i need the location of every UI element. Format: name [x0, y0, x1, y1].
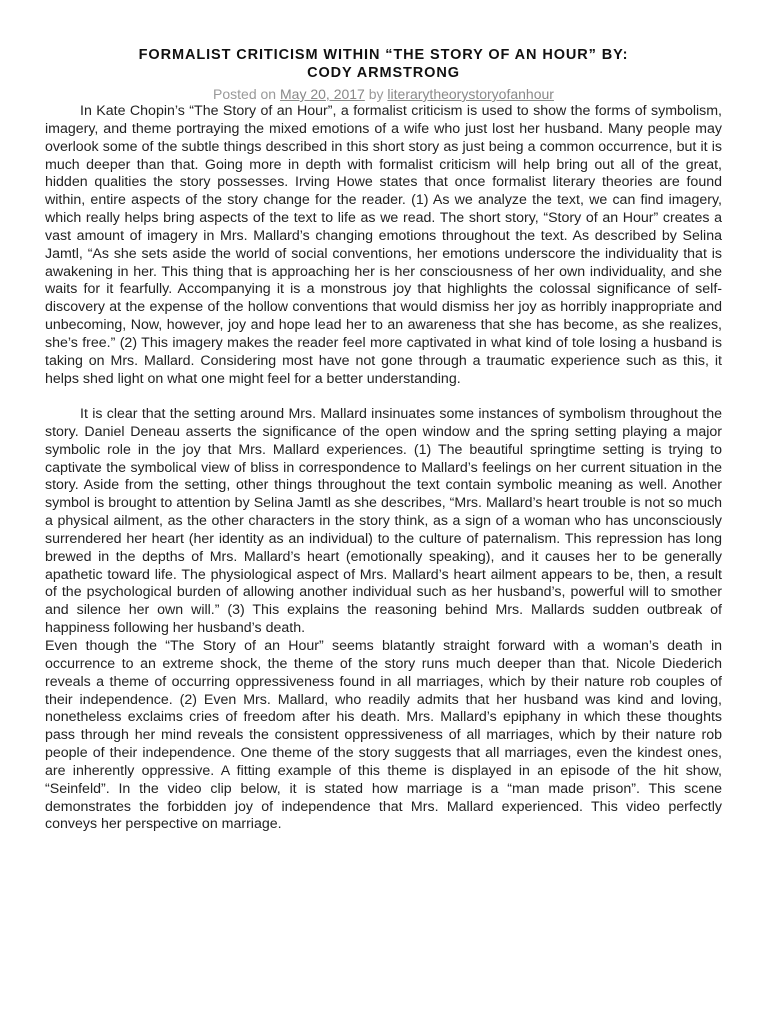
article: [45, 46, 722, 834]
article-title-line-1: FORMALIST CRITICISM WITHIN “THE STORY OF AN HOUR” BY:: [138, 47, 629, 63]
post-meta: [45, 85, 722, 103]
author-link[interactable]: literarytheorystoryofanhour: [387, 86, 554, 102]
paragraph-2: It is clear that the setting around Mrs. Mallard insinuates some instances of symbolism throughout the story. Daniel Deneau asserts the significance of the open window and the spring setting playing a major symbolic role in the joy that Mrs. Mallard experiences. (1) The beautiful springtime setting is trying to captivate the symbolical view of bliss in correspondence to Mallard’s feelings on her current situation in the story. Aside from the setting, other things throughout the text contain symbolic meaning as well. Another symbol is brought to attention by Selina Jamtl as she describes, “Mrs. Mallard’s heart trouble is not so much a physical ailment, as the other characters in the story think, as a sign of a woman who has unconsciously surrendered her heart (her identity as an individual) to the culture of paternalism. This repression has long brewed in the depths of Mrs. Mallard’s heart (emotionally speaking), and it causes her to be generally apathetic toward life. The physiological aspect of Mrs. Mallard’s heart ailment appears to be, then, a result of the psychological burden of allowing another individual such as her husband’s, powerful will to smother and silence her own will.” (3) This explains the reasoning behind Mrs. Mallards sudden outbreak of happiness following her husband’s death.: [45, 406, 722, 637]
paragraph-3: Even though the “The Story of an Hour” seems blatantly straight forward with a woman’s death in occurrence to an extreme shock, the theme of the story runs much deeper than that. Nicole Diederich reveals a theme of occurring oppressiveness found in all marriages, which by their nature rob couples of their independence. (2) Even Mrs. Mallard, who readily admits that her husband was kind and loving, nonetheless exclaims cries of freedom after his death. Mrs. Mallard’s epiphany in which these thoughts pass through her mind reveals the consistent oppressiveness of all marriages, which by their nature rob people of their independence. One theme of the story suggests that all marriages, even the kindest ones, are inherently oppressive. A fitting example of this theme is displayed in an episode of the hit show, “Seinfeld”. In the video clip below, it is stated how marriage is a “man made prison”. This scene demonstrates the forbidden joy of independence that Mrs. Mallard experienced. This video perfectly conveys her perspective on marriage.: [45, 637, 722, 833]
article-title-line-2: CODY ARMSTRONG: [307, 65, 460, 81]
post-date-link[interactable]: May 20, 2017: [280, 86, 365, 102]
paragraph-1: In Kate Chopin’s “The Story of an Hour”, a formalist criticism is used to show the forms of symbolism, imagery, and theme portraying the mixed emotions of a wife who just lost her husband. Many people may overlook some of the subtle things described in this short story as just being a common occurrence, but it is much deeper than that. Going more in depth with formalist criticism will help bring out all of the great, hidden qualities the story possesses. Irving Howe states that once formalist literary theories are found within, entire aspects of the story change for the reader. (1) As we analyze the text, we can find imagery, which really helps bring aspects of the text to life as we read. The short story, “Story of an Hour” creates a vast amount of imagery in Mrs. Mallard’s changing emotions throughout the text. As described by Selina Jamtl, “As she sets aside the world of social conventions, her emotions underscore the individuality that is awakening in her. This thing that is approaching her is her consciousness of her own individuality, and she waits for it fearfully. Accompanying it is a monstrous joy that highlights the colossal significance of self-discovery at the expense of the hollow conventions that would dismiss her joy as horribly inappropriate and unbecoming, Now, however, joy and hope lead her to an awareness that she has become, as she realizes, she’s free.” (2) This imagery makes the reader feel more captivated in what kind of tole losing a husband is taking on Mrs. Mallard. Considering most have not gone through a traumatic experience such as this, it helps shed light on what one might feel for a better understanding.: [45, 103, 722, 387]
article-body: [45, 103, 722, 834]
posted-on-label: Posted on: [213, 86, 277, 102]
article-title: [45, 46, 722, 82]
by-label: by: [368, 86, 384, 102]
